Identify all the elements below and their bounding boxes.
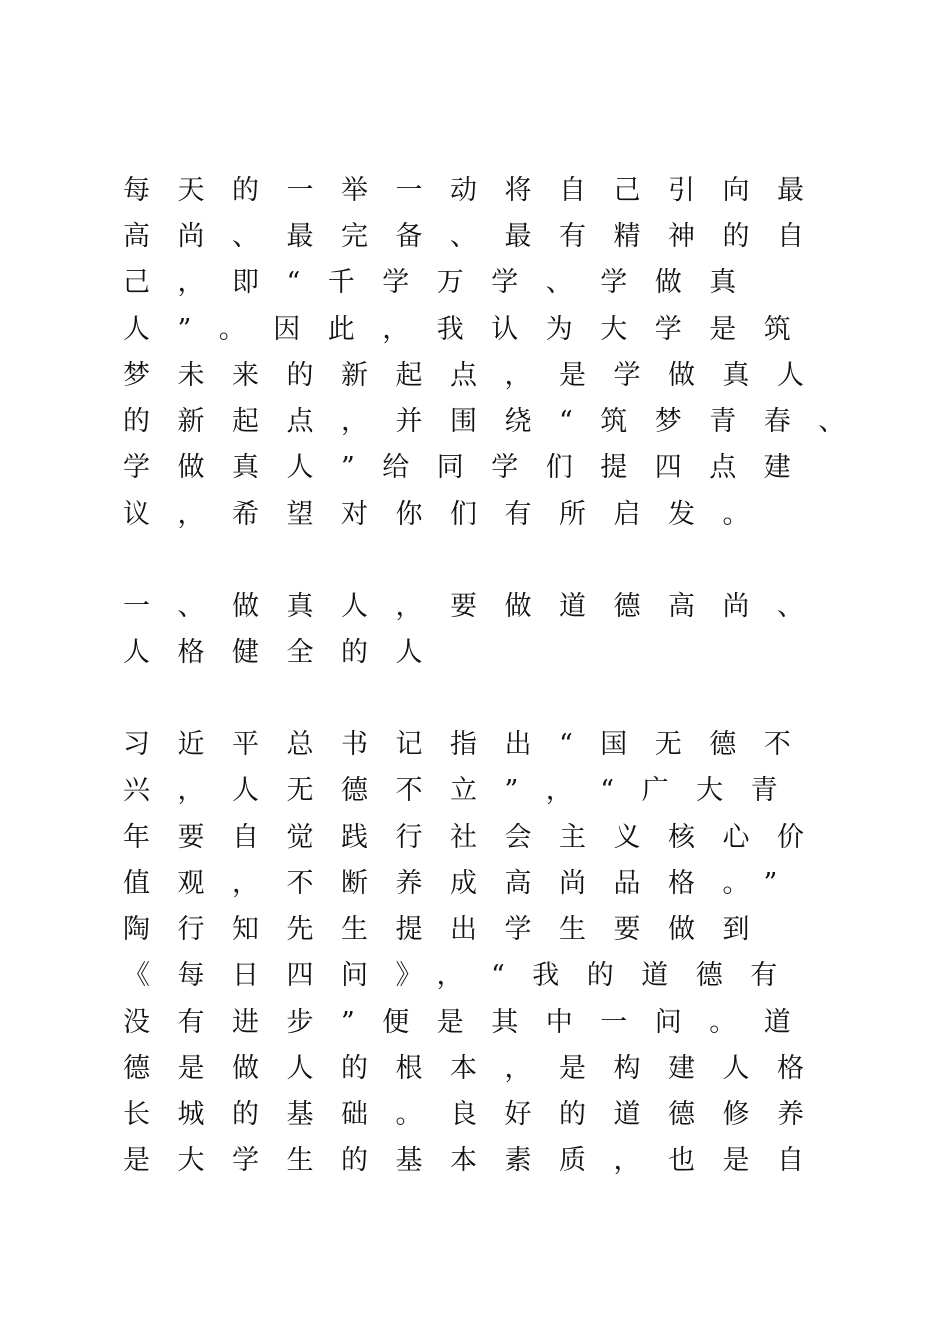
paragraph-line: 己，即“千学万学、学做真: [123, 267, 764, 298]
paragraph-line: 长城的基础。良好的道德修养: [123, 1099, 832, 1130]
paragraph-line: 是大学生的基本素质，也是自: [123, 1145, 832, 1176]
paragraph-line: 兴，人无德不立”，“广大青: [123, 775, 806, 806]
paragraph-line: 议，希望对你们有所启发。: [123, 499, 777, 530]
paragraph-line: 习近平总书记指出“国无德不: [123, 729, 819, 760]
paragraph-line: 梦未来的新起点，是学做真人: [123, 360, 832, 391]
paragraph-line: 值观，不断养成高尚品格。”: [123, 868, 805, 899]
paragraph-line: 学做真人”给同学们提四点建: [123, 452, 819, 483]
section-heading-line: 人格健全的人: [123, 637, 450, 668]
paragraph-line: 德是做人的根本，是构建人格: [123, 1053, 832, 1084]
paragraph-line: 每天的一举一动将自己引向最: [123, 175, 832, 206]
paragraph-line: 《每日四问》，“我的道德有: [123, 960, 805, 991]
paragraph-line: 没有进步”便是其中一问。道: [123, 1007, 819, 1038]
paragraph-line: 的新起点，并围绕“筑梦青春、: [123, 406, 873, 437]
paragraph-line: 年要自觉践行社会主义核心价: [123, 822, 832, 853]
paragraph-line: 高尚、最完备、最有精神的自: [123, 221, 832, 252]
paragraph-line: 人”。因此，我认为大学是筑: [123, 314, 819, 345]
paragraph-line: 陶行知先生提出学生要做到: [123, 914, 777, 945]
section-heading-line: 一、做真人，要做道德高尚、: [123, 591, 832, 622]
